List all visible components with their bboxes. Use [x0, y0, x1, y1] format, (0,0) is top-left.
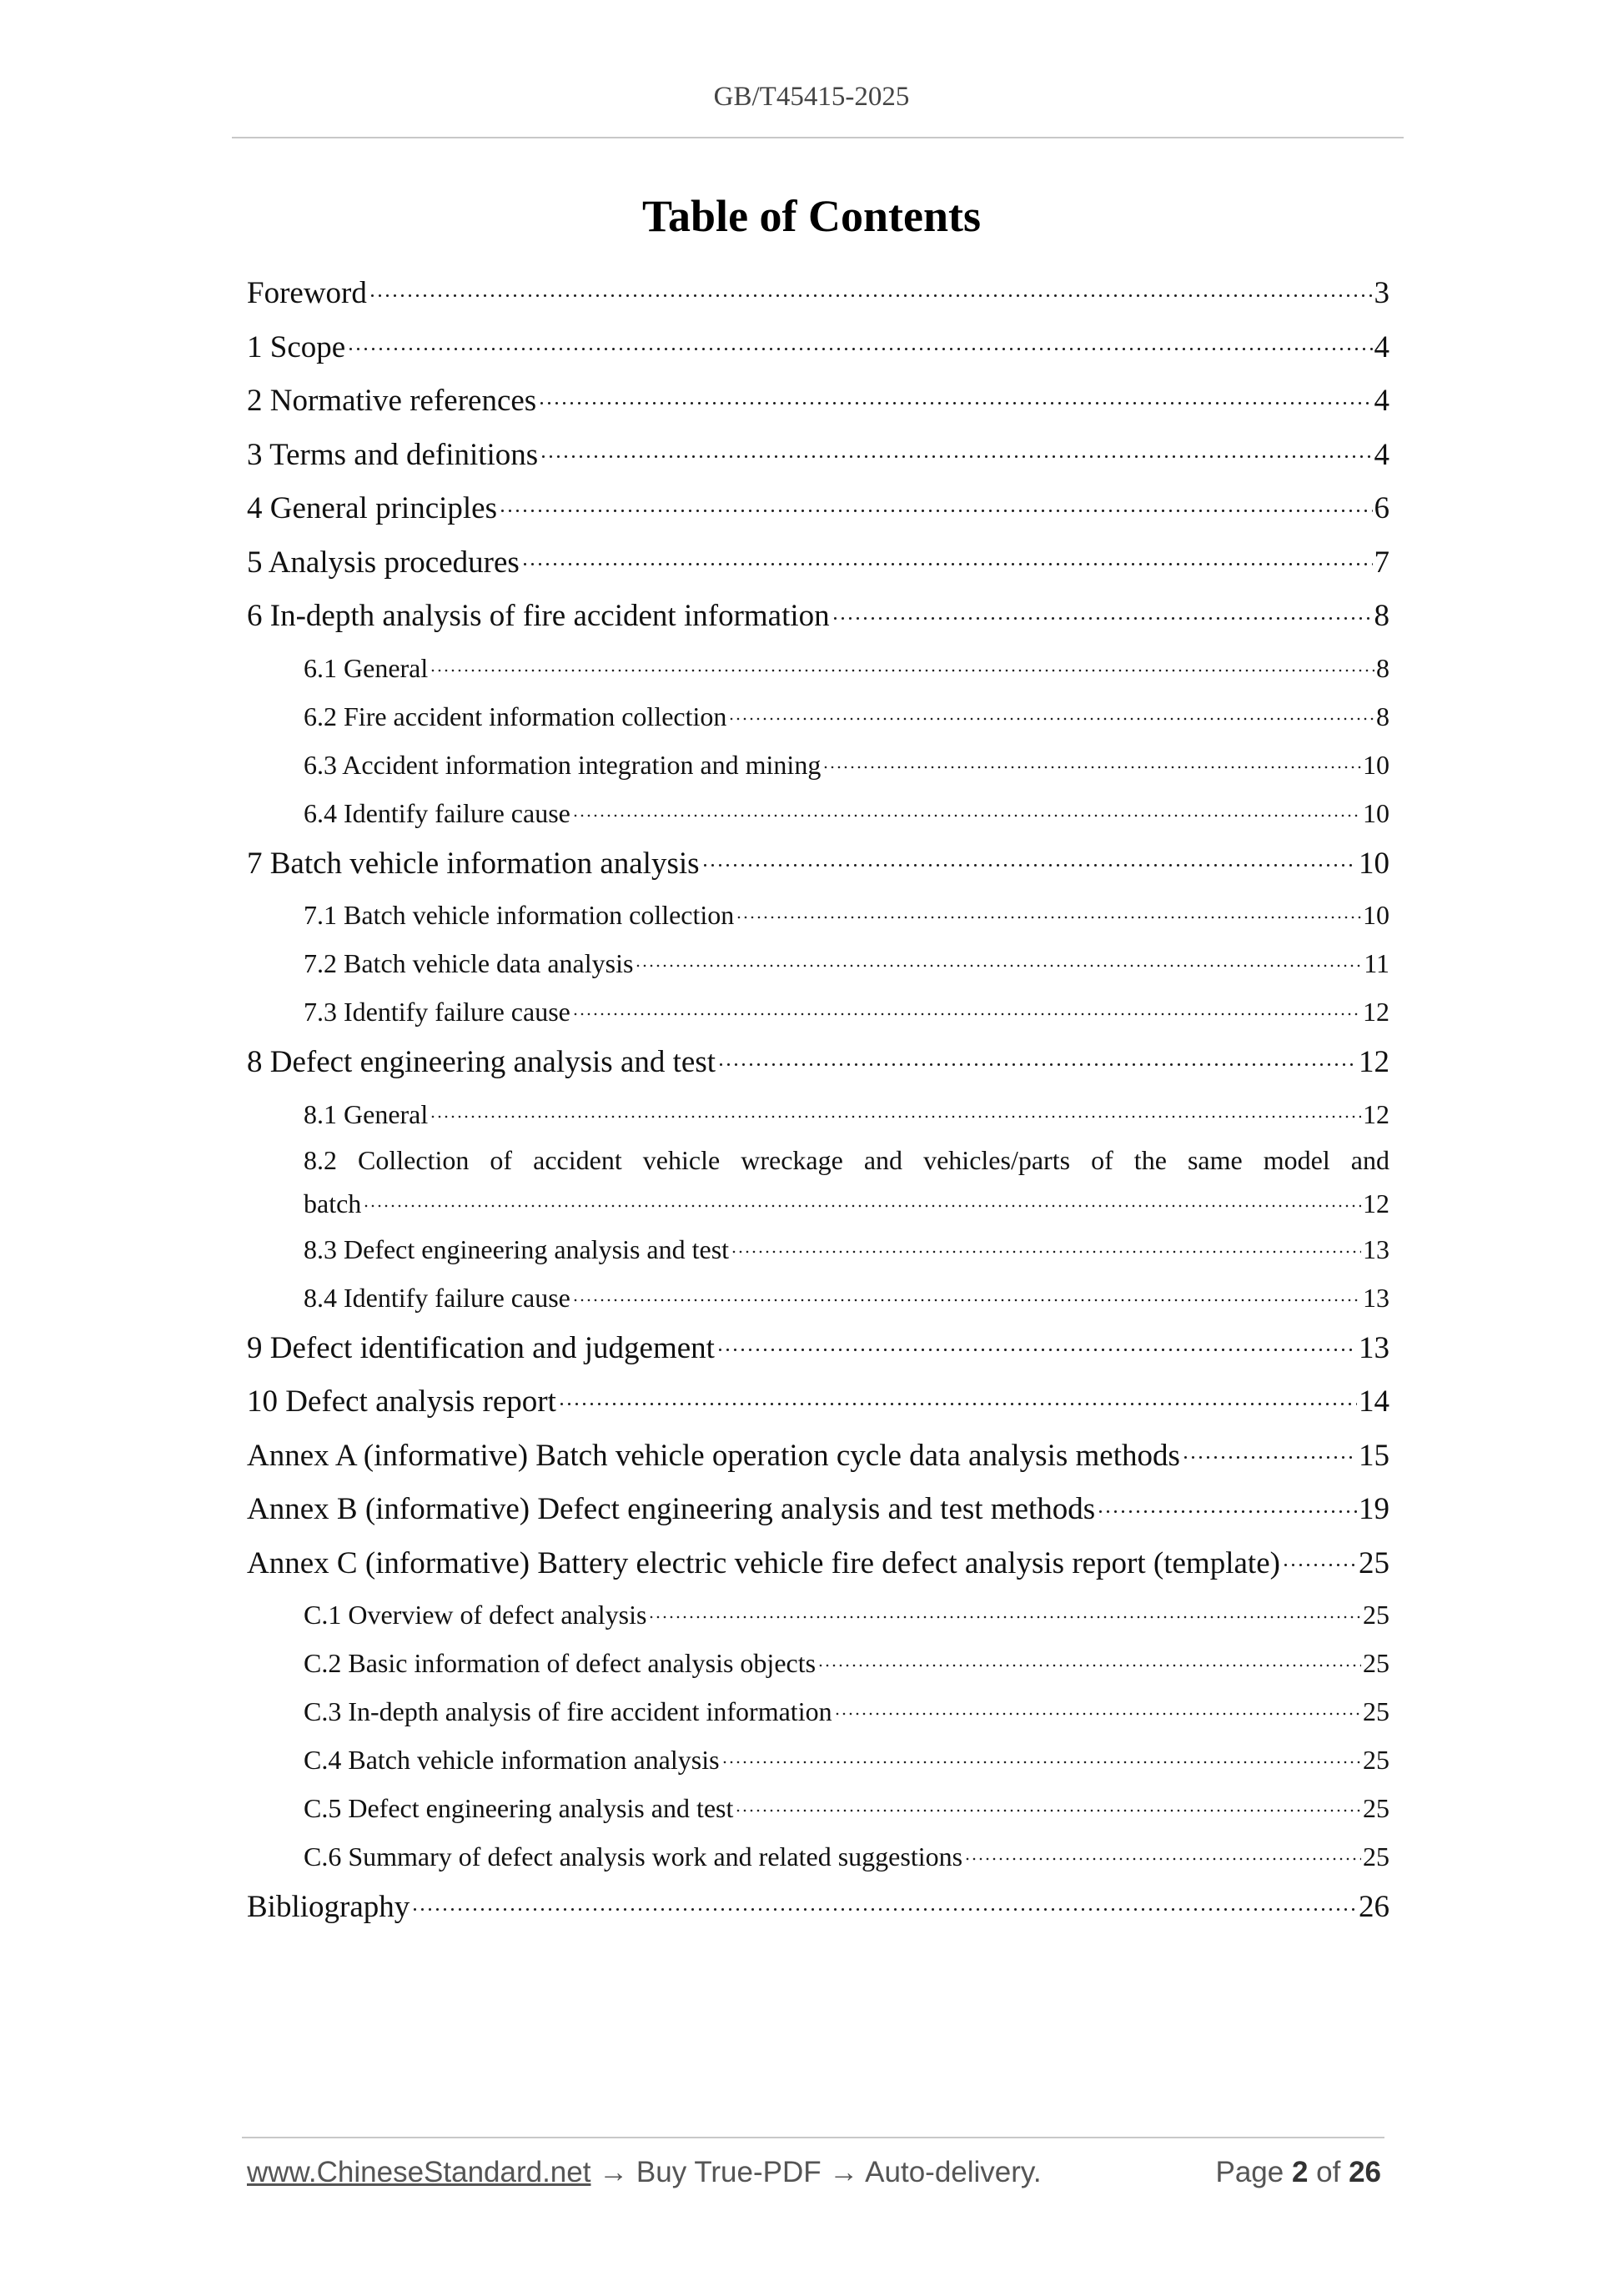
- toc-entry[interactable]: [247, 1274, 1389, 1322]
- toc-entry[interactable]: [247, 1036, 1389, 1090]
- toc-entry-page: 25: [1363, 1648, 1389, 1678]
- dot-leader: [369, 272, 1373, 303]
- dot-leader: [1182, 1434, 1357, 1465]
- toc-entry-page: 13: [1359, 1330, 1389, 1365]
- toc-entry-label: Annex A (informative) Batch vehicle operation cycle data analysis methods: [247, 1438, 1180, 1473]
- toc-entry-label: C.4 Batch vehicle information analysis: [304, 1745, 720, 1775]
- toc-entry-page: 8: [1376, 652, 1389, 683]
- footer-promo: [247, 2156, 1042, 2189]
- toc-entry[interactable]: [247, 1537, 1389, 1591]
- toc-entry-page: 25: [1363, 1696, 1389, 1726]
- dot-leader: [717, 1041, 1357, 1072]
- footer-divider: [242, 2137, 1384, 2138]
- toc-entry-label: C.2 Basic information of defect analysis objects: [304, 1648, 817, 1678]
- toc-entry[interactable]: [247, 321, 1389, 375]
- toc-entry[interactable]: [247, 1429, 1389, 1484]
- toc-entry-page: 25: [1363, 1841, 1389, 1871]
- toc-entry-label: 7 Batch vehicle information analysis: [247, 846, 700, 881]
- toc-entry-page: 4: [1374, 384, 1389, 418]
- toc-entry-label: 7.1 Batch vehicle information collection: [304, 900, 735, 930]
- header-divider: [232, 137, 1404, 138]
- toc-entry[interactable]: [247, 1639, 1389, 1687]
- toc-entry-label: 6.2 Fire accident information collection: [304, 701, 727, 731]
- dot-leader: [721, 1742, 1361, 1769]
- toc-entry-page: 10: [1359, 846, 1389, 881]
- toc-entry-label: 8.2 Collection of accident vehicle wreckage and vehicles/parts of the same model and: [304, 1144, 1389, 1175]
- toc-entry-page: 6: [1374, 491, 1389, 525]
- page-title: Table of Contents: [641, 191, 982, 241]
- toc-entry-label: 6.4 Identify failure cause: [304, 797, 570, 828]
- toc-entry-label: 6.3 Accident information integration and mining: [304, 749, 822, 780]
- toc-entry-page: 13: [1363, 1282, 1389, 1313]
- toc-entry-label: 8.1 General: [304, 1098, 429, 1129]
- toc-entry[interactable]: [247, 692, 1389, 741]
- toc-entry-page: 25: [1363, 1793, 1389, 1823]
- toc-entry-page: 26: [1359, 1890, 1389, 1924]
- toc-entry[interactable]: [247, 482, 1389, 536]
- dot-leader: [558, 1380, 1357, 1411]
- toc-entry[interactable]: [247, 1375, 1389, 1429]
- toc-entry-page: 10: [1363, 900, 1389, 930]
- toc-entry-label: 6.1 General: [304, 652, 429, 683]
- total-pages: 26: [1349, 2156, 1381, 2188]
- toc-entry-page: 11: [1364, 948, 1389, 978]
- dot-leader: [834, 1694, 1361, 1721]
- toc-entry-page: 25: [1359, 1545, 1389, 1580]
- toc-entry[interactable]: [247, 1687, 1389, 1736]
- toc-entry-page: 7: [1374, 545, 1389, 580]
- toc-entry[interactable]: [247, 374, 1389, 429]
- toc-entry-label: 5 Analysis procedures: [247, 545, 520, 580]
- toc-entry[interactable]: [247, 1322, 1389, 1376]
- toc-entry-label: C.1 Overview of defect analysis: [304, 1600, 647, 1630]
- dot-leader: [363, 1186, 1361, 1213]
- dot-leader: [701, 842, 1357, 873]
- dot-leader: [572, 994, 1361, 1021]
- toc-entry[interactable]: [247, 891, 1389, 939]
- toc-entry[interactable]: [247, 1590, 1389, 1639]
- toc-entry-label: 6 In-depth analysis of fire accident information: [247, 599, 830, 633]
- dot-leader: [1282, 1542, 1357, 1573]
- toc-entry[interactable]: [247, 1736, 1389, 1784]
- dot-leader: [817, 1645, 1361, 1672]
- dot-leader: [430, 1097, 1361, 1123]
- dot-leader: [728, 699, 1374, 726]
- toc-entry-label-continued: batch: [304, 1188, 362, 1218]
- toc-entry-page: 12: [1363, 1188, 1389, 1218]
- toc-entry-page: 10: [1363, 749, 1389, 780]
- toc-entry-label: 8.3 Defect engineering analysis and test: [304, 1233, 730, 1264]
- toc-entry[interactable]: [247, 1090, 1389, 1138]
- toc-entry[interactable]: [247, 741, 1389, 789]
- website-link[interactable]: www.ChineseStandard.net: [247, 2156, 591, 2188]
- dot-leader: [832, 595, 1373, 625]
- toc-entry[interactable]: [247, 267, 1389, 321]
- toc-entry-page: 15: [1359, 1438, 1389, 1473]
- toc-entry-label: 1 Scope: [247, 329, 346, 364]
- current-page: 2: [1291, 2156, 1309, 2188]
- toc-entry-label: C.6 Summary of defect analysis work and related suggestions: [304, 1841, 963, 1871]
- dot-leader: [521, 541, 1373, 572]
- toc-entry-page: 12: [1363, 997, 1389, 1027]
- dot-leader: [822, 747, 1361, 774]
- toc-entry-label: 8.4 Identify failure cause: [304, 1282, 570, 1313]
- toc-entry-label: C.5 Defect engineering analysis and test: [304, 1793, 734, 1823]
- toc-entry-page: 8: [1374, 599, 1389, 633]
- toc-entry-label: 2 Normative references: [247, 384, 537, 418]
- toc-entry[interactable]: [247, 1225, 1389, 1274]
- footer-tagline: → Buy True-PDF → Auto-delivery.: [590, 2156, 1042, 2188]
- toc-entry-label: 7.3 Identify failure cause: [304, 997, 570, 1027]
- toc-entry[interactable]: [247, 1138, 1389, 1225]
- dot-leader: [716, 1327, 1357, 1358]
- toc-entry[interactable]: [247, 590, 1389, 644]
- dot-leader: [731, 1232, 1361, 1259]
- page-indicator: Page 2 of 26: [1215, 2156, 1381, 2188]
- toc-entry-page: 12: [1359, 1045, 1389, 1079]
- toc-entry-label: 10 Defect analysis report: [247, 1384, 556, 1419]
- dot-leader: [635, 946, 1362, 972]
- toc-entry-label: Annex B (informative) Defect engineering analysis and test methods: [247, 1492, 1096, 1526]
- toc-entry[interactable]: [247, 987, 1389, 1036]
- toc-entry-label: 4 General principles: [247, 491, 497, 525]
- toc-entry-page: 12: [1363, 1098, 1389, 1129]
- dot-leader: [1097, 1488, 1357, 1519]
- dot-leader: [648, 1597, 1361, 1624]
- dot-leader: [572, 1280, 1361, 1307]
- toc-entry[interactable]: [247, 789, 1389, 837]
- toc-entry-page: 14: [1359, 1384, 1389, 1419]
- toc-entry[interactable]: [247, 837, 1389, 892]
- dot-leader: [499, 487, 1373, 518]
- dot-leader: [736, 897, 1361, 924]
- toc-entry-page: 10: [1363, 797, 1389, 828]
- page-footer: [247, 2156, 1381, 2189]
- toc-entry-page: 3: [1374, 276, 1389, 310]
- toc-entry-label: 7.2 Batch vehicle data analysis: [304, 948, 634, 978]
- dot-leader: [735, 1791, 1361, 1817]
- dot-leader: [540, 434, 1372, 465]
- toc-entry[interactable]: [247, 1784, 1389, 1832]
- toc-entry[interactable]: [247, 536, 1389, 590]
- toc-entry-page: 4: [1374, 329, 1389, 364]
- toc-entry-label: C.3 In-depth analysis of fire accident information: [304, 1696, 832, 1726]
- toc-entry[interactable]: [247, 1832, 1389, 1881]
- toc-entry[interactable]: [247, 1881, 1389, 1935]
- toc-entry-page: 13: [1363, 1233, 1389, 1264]
- dot-leader: [538, 379, 1372, 410]
- dot-leader: [430, 651, 1374, 677]
- toc-entry-page: 4: [1374, 437, 1389, 472]
- toc-entry-page: 19: [1359, 1492, 1389, 1526]
- toc-entry-label: 8 Defect engineering analysis and test: [247, 1045, 716, 1079]
- toc-entry[interactable]: [247, 939, 1389, 987]
- toc-entry-label: 3 Terms and definitions: [247, 437, 539, 472]
- toc-entry-page: 25: [1363, 1600, 1389, 1630]
- toc-entry-page: 8: [1376, 701, 1389, 731]
- toc-entry[interactable]: [247, 644, 1389, 692]
- toc-entry-label: Annex C (informative) Battery electric vehicle fire defect analysis report (template): [247, 1545, 1280, 1580]
- dot-leader: [347, 326, 1372, 357]
- table-of-contents: [247, 267, 1389, 1935]
- toc-entry[interactable]: [247, 429, 1389, 483]
- dot-leader: [964, 1839, 1361, 1866]
- toc-entry-label: Foreword: [247, 276, 367, 310]
- toc-entry-label: Bibliography: [247, 1890, 410, 1924]
- toc-entry-label: 9 Defect identification and judgement: [247, 1330, 715, 1365]
- dot-leader: [572, 796, 1361, 822]
- toc-entry[interactable]: [247, 1483, 1389, 1537]
- toc-entry-page: 25: [1363, 1745, 1389, 1775]
- dot-leader: [411, 1886, 1357, 1917]
- document-code: GB/T45415-2025: [713, 82, 910, 112]
